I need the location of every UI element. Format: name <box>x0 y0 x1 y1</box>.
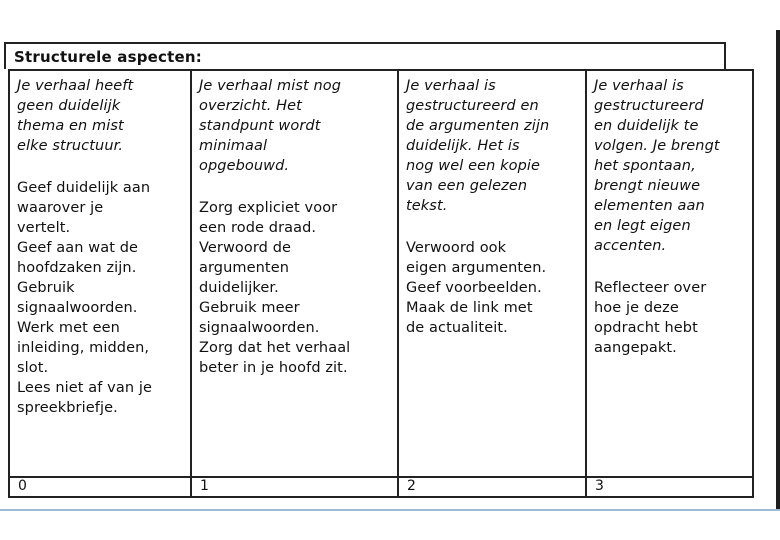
intro-line: accenten. <box>594 238 667 254</box>
intro-line: minimaal <box>199 138 268 154</box>
intro-line: volgen. Je brengt <box>594 138 720 154</box>
intro-line: thema en mist <box>17 118 124 134</box>
rubric-header <box>4 42 726 69</box>
intro-line: Je verhaal is <box>594 78 684 94</box>
advice-line: de actualiteit. <box>406 320 508 336</box>
rubric-column-0 <box>10 71 190 496</box>
advice-line: Werk met een <box>17 320 120 336</box>
rubric-cell-text <box>406 76 581 338</box>
intro-line: gestructureerd <box>594 98 704 114</box>
intro-line: Je verhaal mist nog <box>199 78 342 94</box>
advice-line: een rode draad. <box>199 220 317 236</box>
advice-line: Geef duidelijk aan <box>17 180 151 196</box>
intro-line: het spontaan, <box>594 158 696 174</box>
rubric-cell-text <box>594 76 748 358</box>
advice-line: Verwoord ook <box>406 240 507 256</box>
advice-line: argumenten <box>199 260 290 276</box>
score-cell <box>192 476 397 496</box>
paragraph-gap <box>594 256 748 278</box>
advice-line: eigen argumenten. <box>406 260 547 276</box>
rubric-title: Structurele aspecten: <box>14 48 202 66</box>
advice-line: aangepakt. <box>594 340 677 356</box>
intro-line: nog wel een kopie <box>406 158 541 174</box>
advice-line: slot. <box>17 360 49 376</box>
advice-line: inleiding, midden, <box>17 340 150 356</box>
intro-line: duidelijk. Het is <box>406 138 520 154</box>
score-cell <box>399 476 585 496</box>
intro-line: tekst. <box>406 198 448 214</box>
advice-line: Maak de link met <box>406 300 533 316</box>
score-cell <box>10 476 190 496</box>
score-cell <box>587 476 752 496</box>
advice-line: waarover je <box>17 200 104 216</box>
advice-line: Reflecteer over <box>594 280 707 296</box>
intro-line: opgebouwd. <box>199 158 290 174</box>
advice-line: hoofdzaken zijn. <box>17 260 137 276</box>
advice-line: Lees niet af van je <box>17 380 152 396</box>
advice-line: hoe je deze <box>594 300 679 316</box>
score-label: 3 <box>595 478 604 494</box>
intro-line: elke structuur. <box>17 138 124 154</box>
advice-line: opdracht hebt <box>594 320 698 336</box>
scan-edge-right <box>776 30 780 510</box>
advice-line: Geef voorbeelden. <box>406 280 542 296</box>
intro-line: en duidelijk te <box>594 118 699 134</box>
intro-line: Je verhaal heeft <box>17 78 134 94</box>
intro-line: gestructureerd en <box>406 98 539 114</box>
intro-line: van een gelezen <box>406 178 528 194</box>
rubric-cell-text <box>17 76 186 418</box>
paragraph-gap <box>199 176 393 198</box>
score-label: 1 <box>200 478 209 494</box>
rubric-cell-text <box>199 76 393 378</box>
advice-line: Verwoord de <box>199 240 292 256</box>
advice-line: spreekbriefje. <box>17 400 118 416</box>
advice-line: Gebruik <box>17 280 75 296</box>
rubric-column-2 <box>397 71 585 496</box>
intro-line: Je verhaal is <box>406 78 496 94</box>
scan-edge-bottom <box>0 509 780 511</box>
intro-line: brengt nieuwe <box>594 178 701 194</box>
advice-line: signaalwoorden. <box>199 320 320 336</box>
rubric-table <box>8 69 754 498</box>
rubric-column-1 <box>190 71 397 496</box>
advice-line: beter in je hoofd zit. <box>199 360 348 376</box>
rubric-column-3 <box>585 71 752 496</box>
intro-line: overzicht. Het <box>199 98 302 114</box>
intro-line: geen duidelijk <box>17 98 121 114</box>
rubric-sheet <box>4 42 754 498</box>
score-label: 2 <box>407 478 416 494</box>
intro-line: en legt eigen <box>594 218 691 234</box>
score-label: 0 <box>18 478 27 494</box>
advice-line: vertelt. <box>17 220 71 236</box>
advice-line: duidelijker. <box>199 280 279 296</box>
advice-line: Geef aan wat de <box>17 240 139 256</box>
paragraph-gap <box>406 216 581 238</box>
intro-line: de argumenten zijn <box>406 118 550 134</box>
advice-line: Zorg expliciet voor <box>199 200 338 216</box>
advice-line: Gebruik meer <box>199 300 300 316</box>
intro-line: elementen aan <box>594 198 705 214</box>
intro-line: standpunt wordt <box>199 118 321 134</box>
paragraph-gap <box>17 156 186 178</box>
advice-line: signaalwoorden. <box>17 300 138 316</box>
advice-line: Zorg dat het verhaal <box>199 340 351 356</box>
